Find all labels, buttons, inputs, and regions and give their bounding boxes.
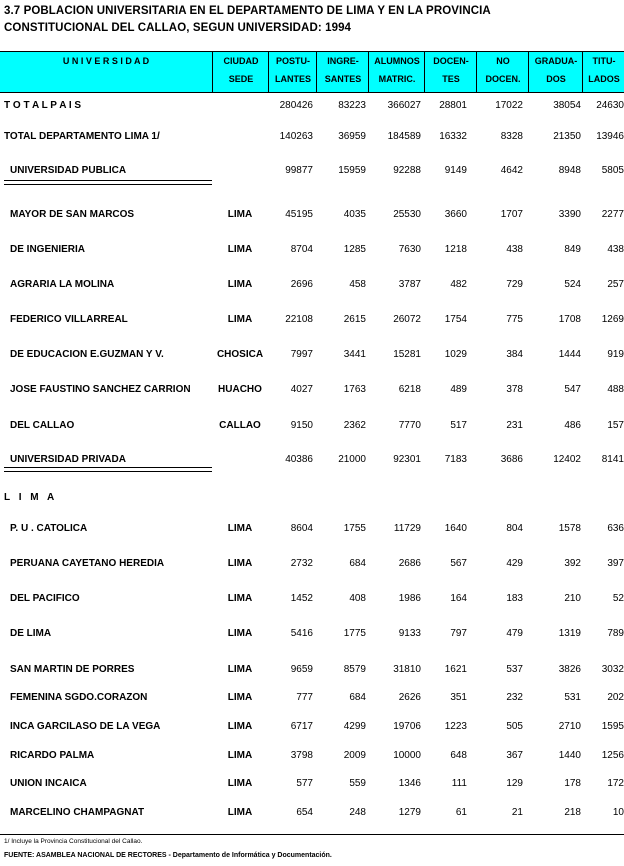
value-cell: 22108: [285, 314, 313, 325]
value-cell: 3660: [444, 209, 467, 220]
value-cell: 1755: [343, 523, 366, 534]
source-note: FUENTE: ASAMBLEA NACIONAL DE RECTORES - Departamento de Informática y Documentación.: [4, 852, 332, 859]
value-cell: 729: [506, 279, 523, 290]
value-cell: 13946: [596, 131, 624, 142]
value-cell: 517: [450, 420, 467, 431]
value-cell: 257: [607, 279, 624, 290]
table-row: [0, 420, 624, 434]
value-cell: 45195: [285, 209, 313, 220]
city-cell: LIMA: [227, 209, 253, 220]
university-name: UNION INCAICA: [10, 778, 87, 789]
value-cell: 21000: [338, 454, 366, 465]
value-cell: 129: [506, 778, 523, 789]
value-cell: 6717: [290, 721, 313, 732]
value-cell: 11729: [393, 523, 421, 534]
value-cell: 1440: [558, 750, 581, 761]
section-lima: L I M A: [4, 492, 58, 503]
value-cell: 210: [564, 593, 581, 604]
value-cell: 559: [349, 778, 366, 789]
value-cell: 31810: [393, 664, 421, 675]
table-row: [0, 384, 624, 398]
value-cell: 4299: [343, 721, 366, 732]
table-title: [4, 3, 491, 37]
value-cell: 1256: [601, 750, 624, 761]
value-cell: 52: [612, 593, 624, 604]
value-cell: 7997: [290, 349, 313, 360]
city-cell: LIMA: [227, 778, 253, 789]
city-cell: CHOSICA: [216, 349, 264, 360]
value-cell: 2626: [398, 692, 421, 703]
value-cell: 489: [450, 384, 467, 395]
city-cell: LIMA: [227, 244, 253, 255]
value-cell: 15959: [338, 165, 366, 176]
value-cell: 164: [450, 593, 467, 604]
header-graduados: GRADUA- DOS: [528, 52, 583, 92]
university-name: DE LIMA: [10, 628, 52, 639]
value-cell: 1754: [444, 314, 467, 325]
value-cell: 21: [511, 807, 523, 818]
university-name: FEMENINA SGDO.CORAZON: [10, 692, 148, 703]
value-cell: 8328: [500, 131, 523, 142]
university-name: DE EDUCACION E.GUZMAN Y V.: [10, 349, 164, 360]
value-cell: 636: [607, 523, 624, 534]
value-cell: 378: [506, 384, 523, 395]
value-cell: 231: [506, 420, 523, 431]
university-name: AGRARIA LA MOLINA: [10, 279, 115, 290]
table-row: [0, 523, 624, 537]
value-cell: 408: [349, 593, 366, 604]
value-cell: 804: [506, 523, 523, 534]
value-cell: 1444: [558, 349, 581, 360]
value-cell: 2362: [343, 420, 366, 431]
value-cell: 16332: [439, 131, 467, 142]
value-cell: 7183: [444, 454, 467, 465]
value-cell: 505: [506, 721, 523, 732]
value-cell: 28801: [439, 100, 467, 111]
header-docentes: DOCEN- TES: [424, 52, 477, 92]
value-cell: 684: [349, 558, 366, 569]
value-cell: 524: [564, 279, 581, 290]
privada-underline: [4, 467, 212, 472]
value-cell: 397: [607, 558, 624, 569]
title-line-2: CONSTITUCIONAL DEL CALLAO, SEGUN UNIVERSIDAD: 1994: [4, 22, 352, 34]
table-row: [0, 279, 624, 293]
value-cell: 3686: [500, 454, 523, 465]
value-cell: 648: [450, 750, 467, 761]
value-cell: 3441: [343, 349, 366, 360]
value-cell: 5416: [290, 628, 313, 639]
value-cell: 1763: [343, 384, 366, 395]
value-cell: 392: [564, 558, 581, 569]
value-cell: 9133: [398, 628, 421, 639]
value-cell: 8141: [601, 454, 624, 465]
value-cell: 1621: [444, 664, 467, 675]
value-cell: 438: [506, 244, 523, 255]
value-cell: 26072: [393, 314, 421, 325]
city-cell: LIMA: [227, 279, 253, 290]
table-row: [0, 721, 624, 735]
value-cell: 1285: [343, 244, 366, 255]
table-row: [0, 209, 624, 223]
value-cell: 1218: [444, 244, 467, 255]
city-cell: LIMA: [227, 807, 253, 818]
header-ciudad: CIUDAD SEDE: [212, 52, 269, 92]
value-cell: 9150: [290, 420, 313, 431]
table-row: [0, 750, 624, 764]
value-cell: 1640: [444, 523, 467, 534]
table-row: [0, 244, 624, 258]
value-cell: 1707: [500, 209, 523, 220]
value-cell: 92288: [393, 165, 421, 176]
value-cell: 1279: [398, 807, 421, 818]
value-cell: 438: [607, 244, 624, 255]
value-cell: 10000: [393, 750, 421, 761]
value-cell: 111: [451, 778, 467, 789]
city-cell: LIMA: [227, 558, 253, 569]
city-cell: LIMA: [227, 523, 253, 534]
header-ingresantes: INGRE- SANTES: [316, 52, 369, 92]
table-row: [0, 692, 624, 706]
value-cell: 531: [564, 692, 581, 703]
university-name: DE INGENIERIA: [10, 244, 86, 255]
value-cell: 537: [506, 664, 523, 675]
value-cell: 140263: [279, 131, 313, 142]
value-cell: 458: [349, 279, 366, 290]
value-cell: 684: [349, 692, 366, 703]
value-cell: 24630: [596, 100, 624, 111]
value-cell: 12402: [553, 454, 581, 465]
value-cell: 2009: [343, 750, 366, 761]
value-cell: 8579: [343, 664, 366, 675]
city-cell: CALLAO: [219, 420, 261, 431]
value-cell: 367: [506, 750, 523, 761]
table-row: [0, 349, 624, 363]
value-cell: 2710: [558, 721, 581, 732]
university-name: UNIVERSIDAD PUBLICA: [10, 165, 127, 176]
value-cell: 577: [296, 778, 313, 789]
university-name: RICARDO PALMA: [10, 750, 95, 761]
value-cell: 8948: [558, 165, 581, 176]
value-cell: 919: [607, 349, 624, 360]
value-cell: 3826: [558, 664, 581, 675]
value-cell: 38054: [553, 100, 581, 111]
value-cell: 232: [506, 692, 523, 703]
table-row: [0, 628, 624, 642]
table-header: [0, 51, 624, 93]
value-cell: 10: [612, 807, 624, 818]
value-cell: 384: [506, 349, 523, 360]
value-cell: 202: [607, 692, 624, 703]
value-cell: 178: [564, 778, 581, 789]
header-no-docentes: NO DOCEN.: [476, 52, 529, 92]
value-cell: 1269: [601, 314, 624, 325]
city-cell: LIMA: [227, 593, 253, 604]
header-alumnos: ALUMNOS MATRIC.: [368, 52, 425, 92]
value-cell: 3798: [290, 750, 313, 761]
value-cell: 1578: [558, 523, 581, 534]
value-cell: 36959: [338, 131, 366, 142]
value-cell: 8604: [290, 523, 313, 534]
table-row: [0, 778, 624, 792]
value-cell: 2277: [601, 209, 624, 220]
value-cell: 19706: [393, 721, 421, 732]
city-cell: LIMA: [227, 750, 253, 761]
value-cell: 1346: [398, 778, 421, 789]
value-cell: 366027: [387, 100, 421, 111]
university-name: UNIVERSIDAD PRIVADA: [10, 454, 126, 465]
value-cell: 486: [564, 420, 581, 431]
value-cell: 7770: [398, 420, 421, 431]
city-cell: LIMA: [227, 721, 253, 732]
value-cell: 7630: [398, 244, 421, 255]
value-cell: 17022: [495, 100, 523, 111]
value-cell: 248: [349, 807, 366, 818]
table-row: [0, 314, 624, 328]
university-name: DEL PACIFICO: [10, 593, 80, 604]
value-cell: 2686: [398, 558, 421, 569]
value-cell: 482: [450, 279, 467, 290]
value-cell: 789: [607, 628, 624, 639]
university-name: P. U . CATOLICA: [10, 523, 88, 534]
university-name: MARCELINO CHAMPAGNAT: [10, 807, 145, 818]
value-cell: 8704: [290, 244, 313, 255]
title-line-1: 3.7 POBLACION UNIVERSITARIA EN EL DEPARTAMENTO DE LIMA Y EN LA PROVINCIA: [4, 5, 491, 17]
value-cell: 99877: [285, 165, 313, 176]
city-cell: LIMA: [227, 314, 253, 325]
value-cell: 4027: [290, 384, 313, 395]
university-name: PERUANA CAYETANO HEREDIA: [10, 558, 165, 569]
value-cell: 849: [564, 244, 581, 255]
table-row: [0, 100, 624, 114]
value-cell: 479: [506, 628, 523, 639]
value-cell: 488: [607, 384, 624, 395]
value-cell: 83223: [338, 100, 366, 111]
value-cell: 777: [296, 692, 313, 703]
university-name: FEDERICO VILLARREAL: [10, 314, 128, 325]
value-cell: 567: [450, 558, 467, 569]
value-cell: 2615: [343, 314, 366, 325]
value-cell: 172: [607, 778, 624, 789]
value-cell: 351: [450, 692, 467, 703]
city-cell: LIMA: [227, 692, 253, 703]
value-cell: 797: [450, 628, 467, 639]
table-row: [0, 807, 624, 821]
value-cell: 183: [506, 593, 523, 604]
value-cell: 6218: [398, 384, 421, 395]
value-cell: 92301: [393, 454, 421, 465]
value-cell: 157: [607, 420, 624, 431]
value-cell: 1223: [444, 721, 467, 732]
footer-rule: [0, 834, 624, 835]
value-cell: 654: [296, 807, 313, 818]
value-cell: 547: [564, 384, 581, 395]
value-cell: 1595: [601, 721, 624, 732]
header-postulantes: POSTU- LANTES: [268, 52, 317, 92]
value-cell: 9659: [290, 664, 313, 675]
footnote: 1/ Incluye la Provincia Constitucional del Callao.: [4, 838, 143, 845]
value-cell: 4642: [500, 165, 523, 176]
value-cell: 2732: [290, 558, 313, 569]
university-name: INCA GARCILASO DE LA VEGA: [10, 721, 161, 732]
value-cell: 1452: [290, 593, 313, 604]
value-cell: 5805: [601, 165, 624, 176]
value-cell: 3032: [601, 664, 624, 675]
value-cell: 1775: [343, 628, 366, 639]
value-cell: 25530: [393, 209, 421, 220]
table-row: [0, 131, 624, 145]
publica-underline: [4, 180, 212, 185]
value-cell: 15281: [393, 349, 421, 360]
header-universidad: U N I V E R S I D A D: [62, 56, 150, 66]
value-cell: 184589: [387, 131, 421, 142]
table-row: [0, 664, 624, 678]
university-name: TOTAL DEPARTAMENTO LIMA 1/: [4, 131, 160, 142]
table-row: [0, 165, 624, 179]
city-cell: HUACHO: [218, 384, 262, 395]
table-row: [0, 593, 624, 607]
table-row: [0, 454, 624, 468]
value-cell: 4035: [343, 209, 366, 220]
value-cell: 429: [506, 558, 523, 569]
university-name: MAYOR DE SAN MARCOS: [10, 209, 135, 220]
header-titulados: TITU- LADOS: [582, 52, 624, 92]
value-cell: 1986: [398, 593, 421, 604]
university-name: T O T A L P A I S: [4, 100, 82, 111]
value-cell: 1029: [444, 349, 467, 360]
value-cell: 218: [564, 807, 581, 818]
value-cell: 280426: [279, 100, 313, 111]
value-cell: 1708: [558, 314, 581, 325]
table-row: [0, 558, 624, 572]
value-cell: 61: [455, 807, 467, 818]
university-name: SAN MARTIN DE PORRES: [10, 664, 135, 675]
value-cell: 9149: [444, 165, 467, 176]
university-name: DEL CALLAO: [10, 420, 75, 431]
value-cell: 775: [506, 314, 523, 325]
university-name: JOSE FAUSTINO SANCHEZ CARRION: [10, 384, 191, 395]
value-cell: 2696: [290, 279, 313, 290]
value-cell: 21350: [553, 131, 581, 142]
city-cell: LIMA: [227, 628, 253, 639]
value-cell: 1319: [558, 628, 581, 639]
value-cell: 3787: [398, 279, 421, 290]
value-cell: 3390: [558, 209, 581, 220]
city-cell: LIMA: [227, 664, 253, 675]
value-cell: 40386: [285, 454, 313, 465]
